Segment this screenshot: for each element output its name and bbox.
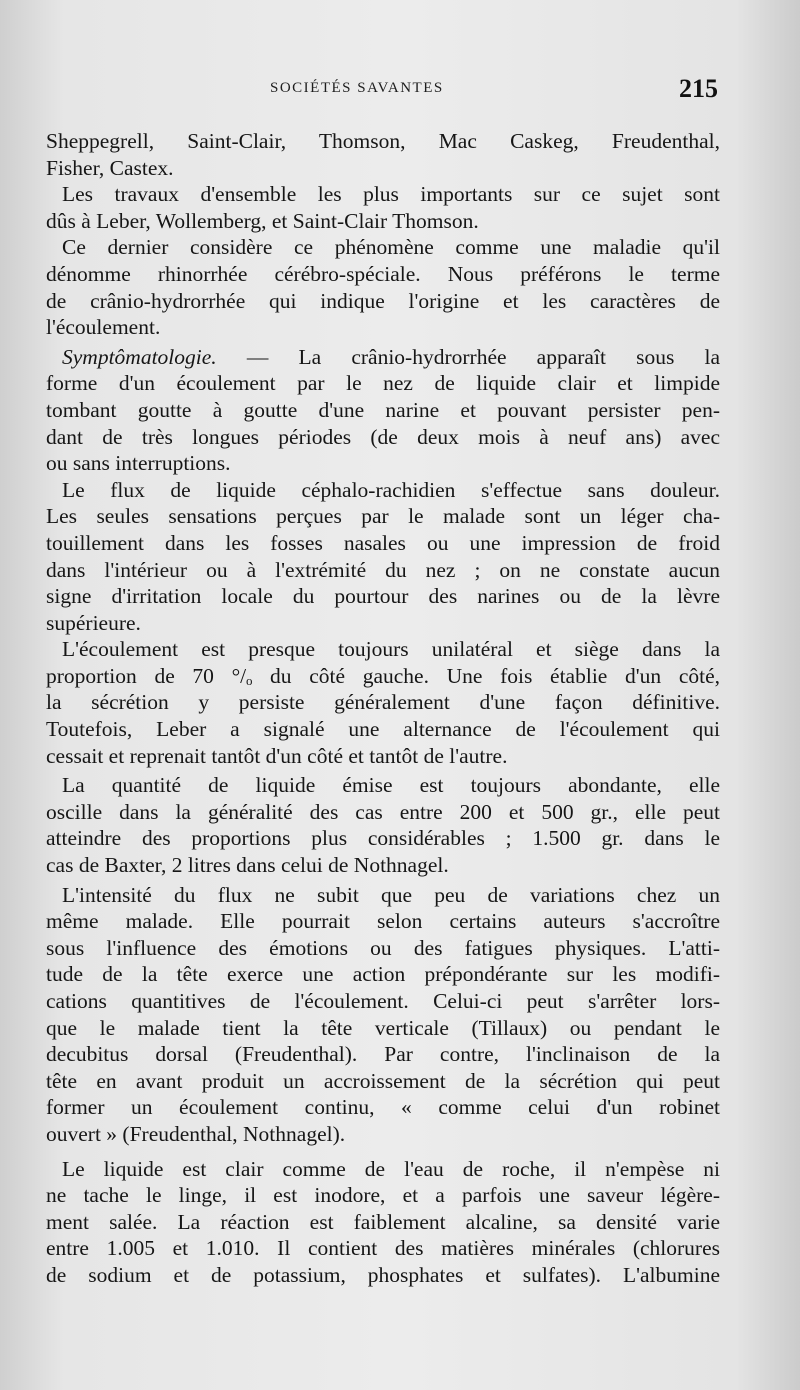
- paragraph-liquid-properties: [46, 1156, 720, 1289]
- text-line: tombant goutte à goutte d'une narine et pouvant persister pen-: [46, 397, 720, 422]
- text-line: cessait et reprenait tantôt d'un côté et tantôt de l'autre.: [46, 743, 508, 768]
- paragraph-major-works: [46, 181, 720, 234]
- text-line: ment salée. La réaction est faiblement alcaline, sa densité varie: [46, 1209, 720, 1234]
- text-line: Le flux de liquide céphalo-rachidien s'effectue sans douleur.: [62, 477, 720, 502]
- text-line: tête en avant produit un accroissement de la sécrétion qui peut: [46, 1068, 720, 1093]
- text-line: Le liquide est clair comme de l'eau de roche, il n'empèse ni: [62, 1156, 720, 1181]
- text-line: atteindre des proportions plus considérables ; 1.500 gr. dans le: [46, 826, 720, 851]
- text-line: La quantité de liquide émise est toujours abondante, elle: [62, 773, 720, 798]
- paragraph-authors-list: [46, 128, 720, 181]
- paragraph-symptomatology: [46, 344, 720, 477]
- text-line: Les seules sensations perçues par le malade sont un léger cha-: [46, 504, 720, 529]
- text-line: dant de très longues périodes (de deux mois à neuf ans) avec: [46, 424, 720, 449]
- text-line: touillement dans les fosses nasales ou une impression de froid: [46, 530, 720, 555]
- body-text: [46, 128, 720, 1289]
- text-line: Les travaux d'ensemble les plus importants sur ce sujet sont: [62, 182, 720, 207]
- text-line: ne tache le linge, il est inodore, et a parfois une saveur légère-: [46, 1183, 720, 1208]
- text-line: decubitus dorsal (Freudenthal). Par contre, l'inclinaison de la: [46, 1042, 720, 1067]
- text-line: L'écoulement est presque toujours unilatéral et siège dans la: [62, 637, 720, 662]
- text-line: entre 1.005 et 1.010. Il contient des matières minérales (chlorures: [46, 1236, 720, 1261]
- text-line: cas de Baxter, 2 litres dans celui de Nothnagel.: [46, 853, 449, 878]
- section-heading-symptomatology: Symptômatologie.: [62, 344, 217, 369]
- text-line: dénomme rhinorrhée cérébro-spéciale. Nous préférons le terme: [46, 261, 720, 286]
- text-line: forme d'un écoulement par le nez de liquide clair et limpide: [46, 371, 720, 396]
- paragraph-quantity: [46, 772, 720, 878]
- text-line: que le malade tient la tête verticale (Tillaux) ou pendant le: [46, 1015, 720, 1040]
- text-line: de crânio-hydrorrhée qui indique l'origine et les caractères de: [46, 288, 720, 313]
- text-line: dans l'intérieur ou à l'extrémité du nez ; on ne constate aucun: [46, 557, 720, 582]
- text-line: proportion de 70 °/ₒ du côté gauche. Une fois établie d'un côté,: [46, 663, 720, 688]
- running-title: SOCIÉTÉS SAVANTES: [270, 80, 444, 96]
- text-line: ouvert » (Freudenthal, Nothnagel).: [46, 1121, 346, 1146]
- paragraph-unilateral: [46, 636, 720, 769]
- text-line: oscille dans la généralité des cas entre 200 et 500 gr., elle peut: [46, 799, 720, 824]
- text-line: Sheppegrell, Saint-Clair, Thomson, Mac Caskeg, Freudenthal,: [46, 129, 720, 153]
- text-line: Toutefois, Leber a signalé une alternance de l'écoulement qui: [46, 717, 720, 742]
- text-line: signe d'irritation locale du pourtour des narines ou de la lèvre: [46, 584, 720, 609]
- text-line: l'écoulement.: [46, 315, 161, 340]
- page-header: [48, 74, 718, 108]
- text-line: [46, 344, 720, 371]
- text-line-rest: — La crânio-hydrorrhée apparaît sous la: [216, 344, 720, 369]
- text-line: cations quantitives de l'écoulement. Celui-ci peut s'arrêter lors-: [46, 989, 720, 1013]
- text-line: ou sans interruptions.: [46, 451, 231, 476]
- text-line: la sécrétion y persiste généralement d'une façon définitive.: [46, 690, 720, 715]
- text-line: tude de la tête exerce une action prépondérante sur les modifi-: [46, 962, 720, 987]
- text-line: Ce dernier considère ce phénomène comme une maladie qu'il: [62, 235, 720, 260]
- text-line: de sodium et de potassium, phosphates et sulfates). L'albumine: [46, 1262, 720, 1287]
- paragraph-intensity: [46, 882, 720, 1148]
- text-line: supérieure.: [46, 610, 141, 635]
- paragraph-painless-flow: [46, 477, 720, 637]
- text-line: sous l'influence des émotions ou des fatigues physiques. L'atti-: [46, 935, 720, 960]
- text-line: Fisher, Castex.: [46, 155, 174, 180]
- text-line: dûs à Leber, Wollemberg, et Saint-Clair Thomson.: [46, 208, 479, 233]
- text-line: L'intensité du flux ne subit que peu de variations chez un: [62, 882, 720, 907]
- paragraph-terminology: [46, 234, 720, 340]
- page-number: 215: [679, 74, 718, 103]
- text-line: même malade. Elle pourrait selon certains auteurs s'accroître: [46, 909, 720, 934]
- text-line: former un écoulement continu, « comme celui d'un robinet: [46, 1095, 720, 1120]
